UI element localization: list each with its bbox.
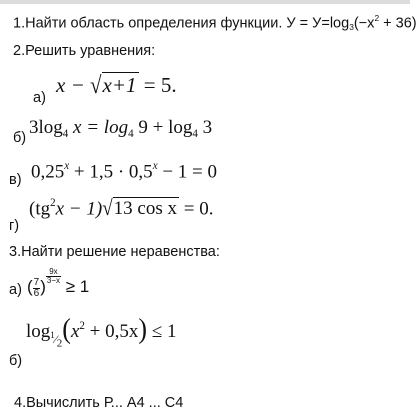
- task-1-arg-close: + 36): [379, 15, 417, 32]
- task-2a-radical: √x+1: [90, 71, 137, 99]
- task-2g-part3: = 0.: [178, 198, 214, 220]
- task-2v-part2: + 1,5 · 0,5: [69, 161, 153, 183]
- task-2v-label: в): [9, 172, 22, 188]
- task-1-text: 1.Найти область определения функции. У = У=log: [13, 15, 350, 32]
- task-1-arg-exponent: 2: [374, 13, 380, 23]
- task-3b-base-num: 1: [50, 330, 55, 340]
- task-1-log-base: 3: [349, 22, 354, 33]
- task-2a-right: = 5.: [138, 73, 177, 97]
- task-3b-base: 1⁄2: [50, 330, 63, 350]
- task-2v-exp2: x: [152, 160, 158, 172]
- top-edge-strip: [0, 0, 410, 4]
- task-2v-exp1: x: [64, 160, 70, 172]
- task-3b-base-den: 2: [56, 337, 63, 350]
- task-3a-exponent: [46, 268, 61, 285]
- task-2b-base2: 4: [128, 127, 134, 140]
- task-3b-arg-exp: 2: [79, 319, 85, 332]
- task-3b-right: ≤ 1: [147, 321, 177, 342]
- task-3b-inequality: $\log_{^1⁄_2}(x^2 + 0,5x) \le 1$: [26, 312, 177, 350]
- task-2b-base3: 4: [192, 127, 198, 140]
- task-2v-part1: 0,25: [31, 161, 65, 183]
- task-2-heading: 2.Решить уравнения:: [13, 43, 156, 59]
- task-3a-inequality: ( $\frac{7}{6}$ ) $\frac{9x}{3-x}$ ≥ 1: [27, 267, 90, 299]
- task-2g-part2: x − 1): [55, 198, 103, 220]
- task-2a-left: x −: [56, 73, 90, 97]
- task-2b-part1: 3log: [29, 117, 63, 138]
- task-3b-label: б): [9, 353, 23, 369]
- task-4-partial-text: 4.Вычислить Р... A4 ... C4: [14, 395, 184, 411]
- task-2a-label: а): [33, 90, 46, 106]
- task-2b-base1: 4: [62, 127, 69, 140]
- task-1-line: [13, 13, 417, 32]
- task-2g-exp: 2: [50, 197, 56, 209]
- task-1-arg-open: (−x: [353, 15, 375, 32]
- task-3a-base-den: 6: [33, 287, 40, 299]
- task-3a-exp-num: 9x: [46, 268, 61, 277]
- task-3a-right: ≥ 1: [61, 277, 90, 296]
- task-3-heading: 3.Найти решение неравенства:: [9, 244, 220, 260]
- task-3a-label: а): [9, 282, 22, 298]
- task-2b-equation: [29, 117, 212, 140]
- task-2b-part2: x = log: [68, 117, 129, 138]
- task-2g-part1: (tg: [29, 198, 51, 220]
- task-3a-exp-den: 3−x: [46, 276, 61, 285]
- task-2b-part4: 3: [197, 117, 213, 138]
- task-3a-base-num: 7: [33, 276, 40, 288]
- task-4-partial: [0, 395, 410, 411]
- task-2g-label: г): [9, 218, 20, 234]
- task-3b-arg1: x: [70, 321, 80, 342]
- task-2v-part3: − 1 = 0: [157, 161, 218, 183]
- task-2g-radical: √13 cos x: [102, 196, 177, 221]
- task-2a-radicand: x+1: [102, 73, 137, 97]
- task-3b-arg2: + 0,5x: [84, 321, 139, 342]
- task-2b-part3: 9 + log: [133, 117, 193, 138]
- task-2g-radicand: 13 cos x: [113, 198, 177, 220]
- task-2a-equation: [56, 73, 177, 98]
- task-2v-equation: [31, 160, 217, 183]
- task-2b-label: б): [13, 130, 27, 146]
- task-2g-equation: [29, 197, 213, 220]
- task-3b-log: log: [26, 321, 51, 342]
